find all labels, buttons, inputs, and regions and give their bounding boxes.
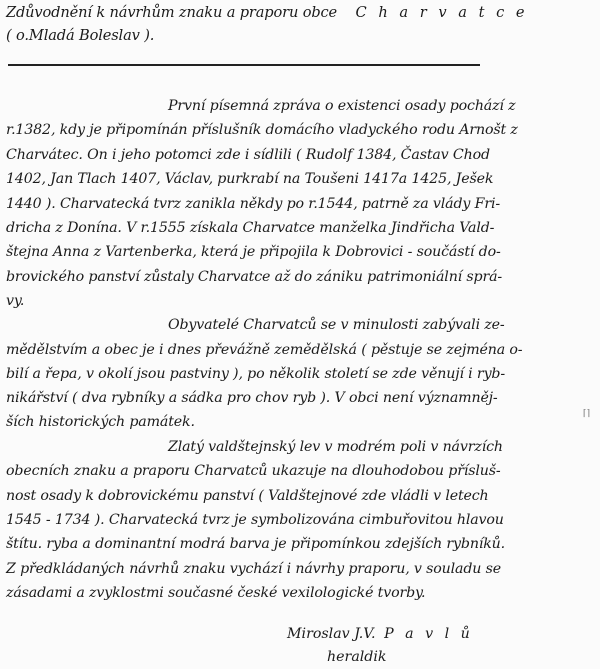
text-line: štítu. ryba a dominantní modrá barva je připomínkou zdejších rybníků. [6, 536, 506, 552]
text-line: Zlatý valdštejnský lev v modrém poli v návrzích [168, 439, 503, 455]
text-line: Charvátec. On i jeho potomci zde i sídlili ( Rudolf 1384, Častav Chod [6, 147, 490, 163]
text-line: štejna Anna z Vartenberka, která je připojila k Dobrovici - součástí do- [6, 244, 501, 260]
text-line: zásadami a zvyklostmi současné české vexilologické tvorby. [6, 585, 426, 601]
text-line: Obyvatelé Charvatců se v minulosti zabývali ze- [168, 317, 505, 333]
text-line: brovického panství zůstaly Charvatce až do zániku patrimoniální sprá- [6, 269, 503, 285]
title-text: Zdůvodnění k návrhům znaku a praporu obce [6, 4, 338, 21]
text-line: dricha z Donína. V r.1555 získala Charvatce manželka Jindřicha Vald- [6, 220, 495, 236]
text-line: 1402, Jan Tlach 1407, Václav, purkrabí na Toušeni 1417a 1425, Ješek [6, 171, 494, 187]
signature-name [287, 625, 473, 643]
text-line: 1545 - 1734 ). Charvatecká tvrz je symbolizována cimbuřovitou hlavou [6, 512, 504, 528]
municipality-name: C h a r v a t c e [355, 4, 529, 21]
signature-role: heraldik [327, 649, 387, 665]
text-line: První písemná zpráva o existenci osady pochází z [168, 98, 516, 114]
signature-first-names: Miroslav J.V. [287, 626, 376, 642]
signature-surname: P a v l ů [384, 626, 474, 642]
text-line: r.1382, kdy je připomínán příslušník domácího vladyckého rodu Arnošt z [6, 122, 518, 138]
text-line: ších historických památek. [6, 414, 195, 430]
text-line: mědělstvím a obec je i dnes převážně zemědělská ( pěstuje se zejména o- [6, 342, 523, 358]
text-line: bilí a řepa, v okolí jsou pastviny ), po několik století se zde věnují i ryb- [6, 366, 506, 382]
text-line: nikářství ( dva rybníky a sádka pro chov ryb ). V obci není významněj- [6, 390, 498, 406]
document-subtitle: ( o.Mladá Boleslav ). [6, 27, 155, 44]
text-line: 1440 ). Charvatecká tvrz zanikla někdy po r.1544, patrně za vlády Fri- [6, 196, 500, 212]
text-line: vy. [6, 293, 25, 309]
text-line: obecních znaku a praporu Charvatců ukazuje na dlouhodobou přísluš- [6, 463, 501, 479]
document-title [6, 4, 528, 22]
margin-mark-icon: ⌈⌉ [583, 409, 591, 419]
title-underline [8, 64, 480, 66]
text-line: Z předkládaných návrhů znaku vychází i návrhy praporu, v souladu se [6, 561, 501, 577]
text-line: nost osady k dobrovickému panství ( Valdštejnové zde vládli v letech [6, 488, 489, 504]
